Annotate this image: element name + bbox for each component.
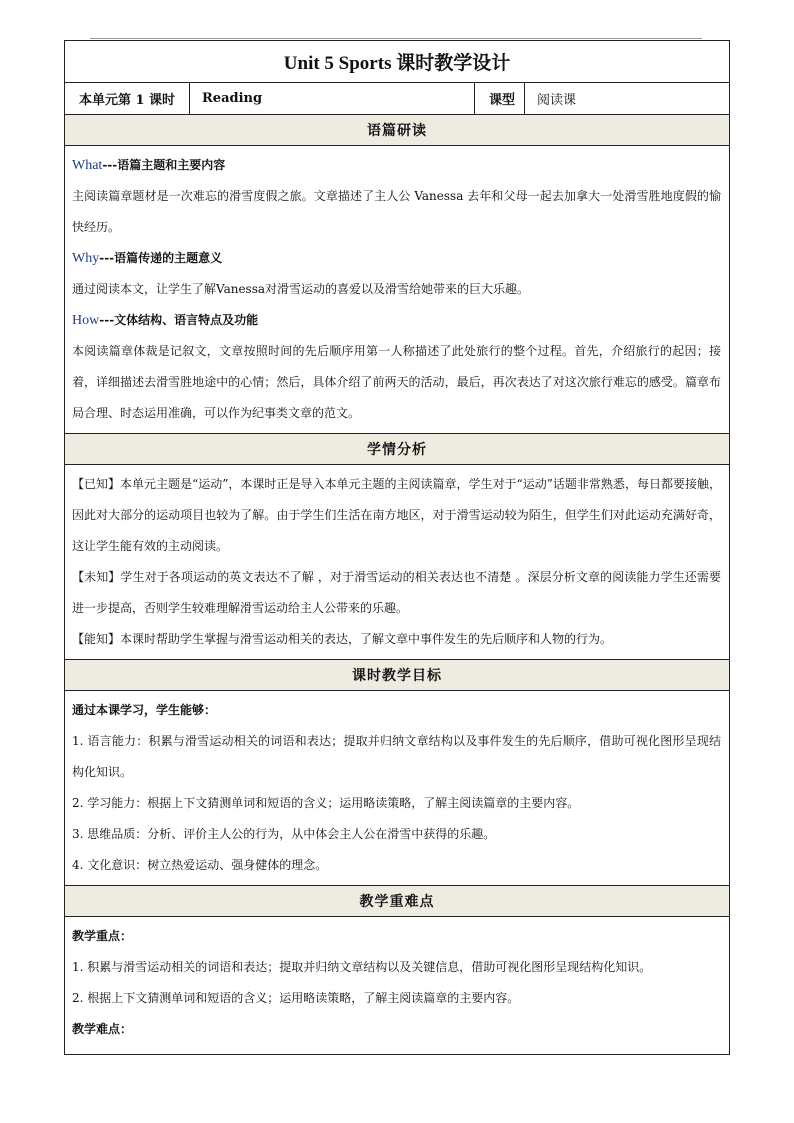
section-body-key-points	[65, 917, 729, 1049]
objective-item: 1. 语言能力：积累与滑雪运动相关的词语和表达；提取并归纳文章结构以及事件发生的先后顺序，借助可视化图形呈现结构化知识。	[72, 734, 721, 779]
what-heading	[72, 150, 721, 181]
objective-item: 3. 思维品质：分析、评价主人公的行为，从中体会主人公在滑雪中获得的乐趣。	[72, 827, 496, 841]
lesson-number: 本单元第 1 课时	[65, 83, 190, 114]
lesson-type-label: 课型	[475, 83, 525, 114]
focus-label: 教学重点：	[72, 929, 133, 943]
lesson-name: Reading	[190, 83, 475, 114]
what-body: 主阅读篇章题材是一次难忘的滑雪度假之旅。文章描述了主人公 Vanessa 去年和父母一起去加拿大一处滑雪胜地度假的愉快经历。	[72, 189, 721, 234]
how-title: ---文体结构、语言特点及功能	[99, 313, 259, 327]
objective-item: 2. 学习能力：根据上下文猜测单词和短语的含义；运用略读策略，了解主阅读篇章的主要内容。	[72, 796, 580, 810]
known-paragraph: 【已知】本单元主题是“运动”，本课时正是导入本单元主题的主阅读篇章，学生对于“运动”话题非常熟悉，每日都要接触，因此对大部分的运动项目也较为了解。由于学生们生活在南方地区，对于滑雪运动较为陌生，但学生们对此运动充满好奇，这让学生能有效的主动阅读。	[72, 477, 721, 553]
section-heading-student-analysis: 学情分析	[65, 434, 729, 465]
how-heading	[72, 305, 721, 336]
section-heading-text-analysis: 语篇研读	[65, 115, 729, 146]
difficulty-label: 教学难点：	[72, 1022, 133, 1036]
unknown-paragraph: 【未知】学生对于各项运动的英文表达不了解 ，对于滑雪运动的相关表达也不清楚 。深层分析文章的阅读能力学生还需要进一步提高，否则学生较难理解滑雪运动给主人公带来的乐趣。	[72, 570, 721, 615]
why-body: 通过阅读本文，让学生了解Vanessa对滑雪运动的喜爱以及滑雪给她带来的巨大乐趣。	[72, 282, 530, 296]
able-paragraph: 【能知】本课时帮助学生掌握与滑雪运动相关的表达，了解文章中事件发生的先后顺序和人物的行为。	[72, 632, 613, 646]
objective-item: 4. 文化意识：树立热爱运动、强身健体的理念。	[72, 858, 328, 872]
section-body-text-analysis	[65, 146, 729, 434]
section-heading-key-points: 教学重难点	[65, 886, 729, 917]
document-title: Unit 5 Sports 课时教学设计	[65, 41, 729, 83]
lesson-type-value: 阅读课	[537, 93, 577, 108]
what-title: ---语篇主题和主要内容	[102, 158, 226, 172]
header-rule	[90, 38, 702, 39]
section-body-student-analysis	[65, 465, 729, 660]
section-body-objectives	[65, 691, 729, 886]
why-heading	[72, 243, 721, 274]
lesson-info-row	[65, 83, 729, 115]
focus-item: 1. 积累与滑雪运动相关的词语和表达；提取并归纳文章结构以及关键信息，借助可视化图形呈现结构化知识。	[72, 960, 652, 974]
how-body: 本阅读篇章体裁是记叙文，文章按照时间的先后顺序用第一人称描述了此处旅行的整个过程。首先，介绍旅行的起因；接着，详细描述去滑雪胜地途中的心情；然后，具体介绍了前两天的活动，最后，再次表达了对这次旅行难忘的感受。篇章布局合理、时态运用准确，可以作为纪事类文章的范文。	[72, 344, 721, 420]
how-label: How	[72, 313, 100, 328]
what-label: What	[72, 158, 103, 173]
why-title: ---语篇传递的主题意义	[99, 251, 223, 265]
section-heading-objectives: 课时教学目标	[65, 660, 729, 691]
why-label: Why	[72, 251, 100, 266]
lesson-plan-table	[64, 40, 730, 1055]
objectives-intro: 通过本课学习，学生能够：	[72, 703, 217, 717]
focus-item: 2. 根据上下文猜测单词和短语的含义；运用略读策略，了解主阅读篇章的主要内容。	[72, 991, 520, 1005]
